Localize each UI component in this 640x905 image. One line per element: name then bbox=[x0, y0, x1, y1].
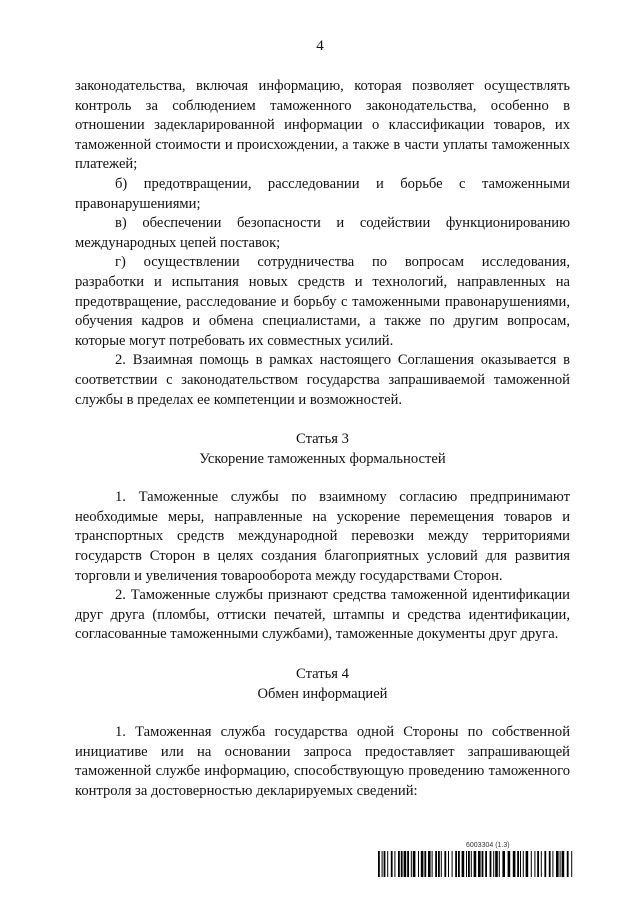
paragraph-item-g: г) осуществлении сотрудничества по вопросам исследования, разработки и испытания новых средств и технологий, направленных на предотвращение, расследование и борьбу с таможенными правонарушениями, обучения кадров и обмена специалистами, а также по другим вопросам, которые могут потребовать их совместных усилий. bbox=[75, 254, 570, 349]
page-number: 4 bbox=[316, 38, 324, 54]
barcode-icon bbox=[378, 851, 574, 877]
article-3-paragraph-1: 1. Таможенные службы по взаимному согласию предпринимают необходимые меры, направленные на ускорение перемещения товаров и транспортных средств международной перевозки между территориями государств Сторон в целях создания благоприятных условий для развития торговли и увеличения товарооборота между государствами Сторон. bbox=[75, 489, 570, 584]
paragraph-point-2: 2. Взаимная помощь в рамках настоящего Соглашения оказывается в соответствии с законодательством государства запрашиваемой таможенной службы в пределах ее компетенции и возможностей. bbox=[75, 352, 570, 408]
article-3-number: Статья 3 bbox=[296, 431, 349, 448]
article-4-paragraph-1: 1. Таможенная служба государства одной Стороны по собственной инициативе или на основании запроса предоставляет запрашивающей таможенной службе информацию, способствующую проведению таможенного контроля за достоверностью декларируемых сведений: bbox=[75, 724, 570, 799]
paragraph-continued: законодательства, включая информацию, которая позволяет осуществлять контроль за соблюдением таможенного законодательства, особенно в отношении задекларированной информации о классификации товаров, их таможенной стоимости и происхождении, а также в части уплаты таможенных платежей; bbox=[75, 78, 570, 173]
paragraph-item-v: в) обеспечении безопасности и содействии функционированию международных цепей поставок; bbox=[75, 215, 570, 251]
article-3-title: Ускорение таможенных формальностей bbox=[199, 450, 446, 467]
paragraph-item-b: б) предотвращении, расследовании и борьбе с таможенными правонарушениями; bbox=[75, 175, 570, 212]
article-3-paragraph-2: 2. Таможенные службы признают средства таможенной идентификации друг друга (пломбы, оттиски печатей, штампы и средства идентификации, согласованные таможенными службами), таможенные документы друг друга. bbox=[75, 587, 570, 643]
document-body bbox=[75, 77, 570, 802]
article-4-title: Обмен информацией bbox=[257, 685, 388, 702]
article-4-number: Статья 4 bbox=[296, 666, 349, 683]
barcode-code: 6003304 (1.3) bbox=[466, 842, 510, 849]
